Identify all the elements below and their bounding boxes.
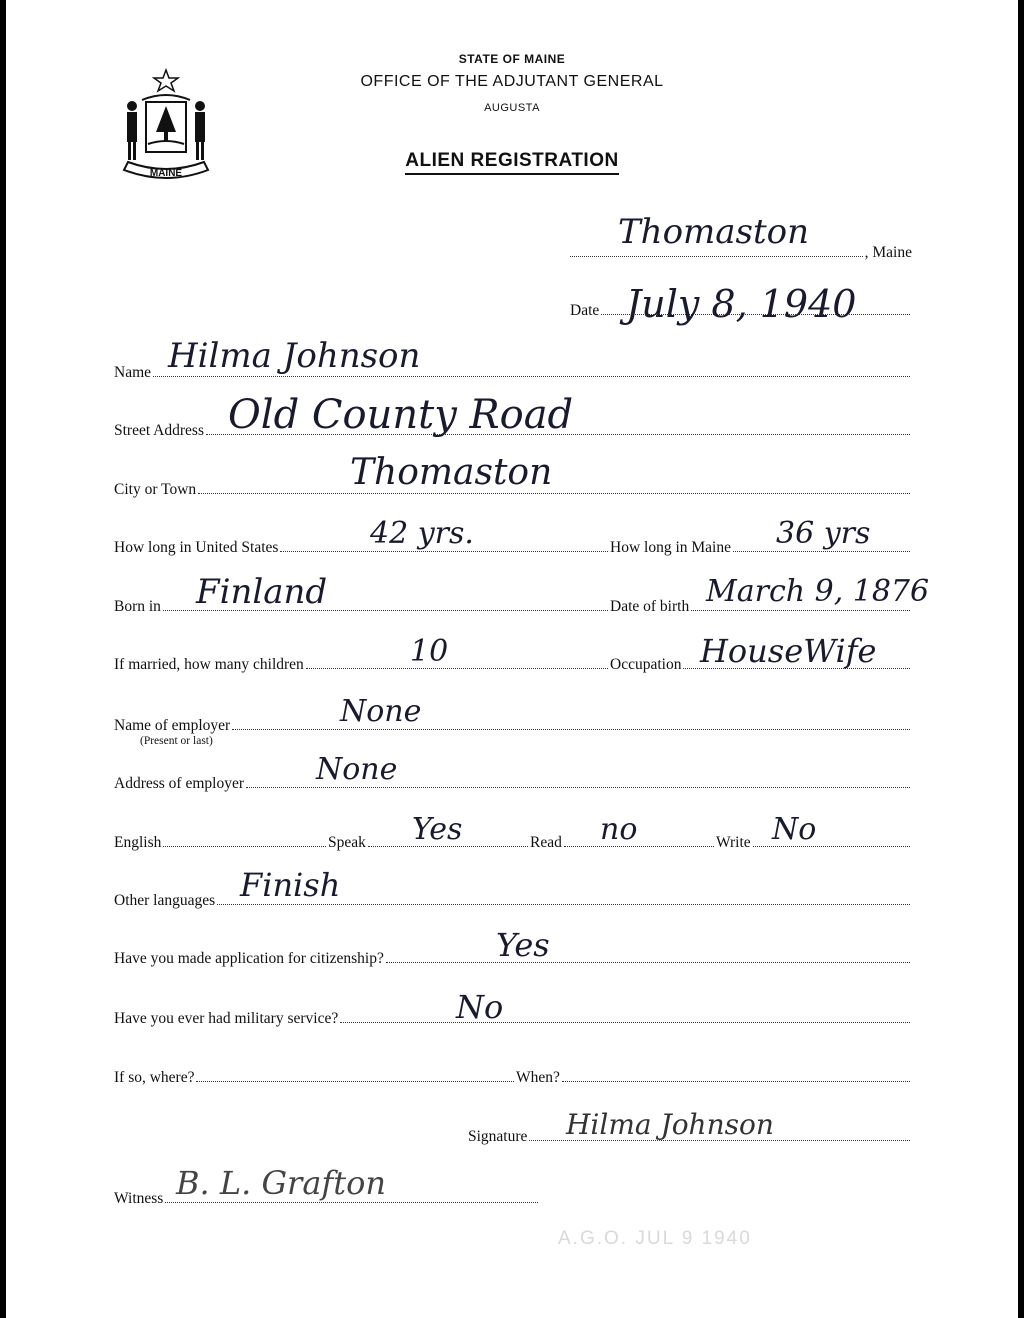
- employer-value: None: [340, 694, 422, 729]
- maine-duration-value: 36 yrs: [776, 516, 871, 551]
- date-value: July 8, 1940: [626, 282, 857, 326]
- maine-duration-label: How long in Maine: [610, 539, 731, 556]
- english-label-line: [114, 834, 326, 852]
- witness-value: B. L. Grafton: [176, 1164, 386, 1202]
- citizenship-value: Yes: [496, 926, 550, 964]
- scan-edge-right: [1018, 0, 1024, 1318]
- us-duration-value: 42 yrs.: [370, 516, 474, 551]
- speak-value: Yes: [412, 812, 463, 847]
- birthplace-label: Born in: [114, 598, 161, 615]
- date-label: Date: [570, 302, 600, 319]
- read-label: Read: [530, 834, 562, 851]
- form-title: ALIEN REGISTRATION: [0, 150, 1024, 172]
- header-state: STATE OF MAINE: [458, 52, 566, 66]
- us-duration-line: [114, 539, 608, 557]
- town-value: Thomaston: [618, 212, 810, 252]
- signature-label: Signature: [468, 1128, 528, 1145]
- children-label: If married, how many children: [114, 656, 304, 673]
- received-stamp: A.G.O. JUL 9 1940: [558, 1228, 752, 1249]
- other-languages-label: Other languages: [114, 892, 216, 909]
- speak-label: Speak: [328, 834, 366, 851]
- name-label: Name: [114, 364, 152, 381]
- name-value: Hilma Johnson: [168, 336, 421, 376]
- employer-address-line: [114, 775, 910, 793]
- city-label: City or Town: [114, 481, 197, 498]
- write-value: No: [772, 812, 817, 847]
- maine-label: , Maine: [864, 244, 912, 261]
- employer-line: [114, 717, 910, 735]
- read-value: no: [600, 812, 638, 847]
- witness-label: Witness: [114, 1190, 164, 1207]
- other-languages-value: Finish: [240, 866, 341, 904]
- street-label: Street Address: [114, 422, 204, 439]
- where-label: If so, where?: [114, 1069, 195, 1086]
- military-line: [114, 1010, 910, 1028]
- birthplace-value: Finland: [196, 572, 328, 612]
- employer-label: Name of employer: [114, 717, 231, 734]
- write-label: Write: [716, 834, 751, 851]
- other-languages-line: [114, 892, 910, 910]
- dob-label: Date of birth: [610, 598, 690, 615]
- header-city: AUGUSTA: [484, 102, 540, 114]
- where-line: [114, 1069, 514, 1087]
- military-value: No: [456, 988, 504, 1026]
- street-value: Old County Road: [228, 392, 574, 438]
- when-label: When?: [516, 1069, 560, 1086]
- svg-text:MAINE: MAINE: [149, 168, 183, 179]
- english-label: English: [114, 834, 162, 851]
- when-line: [516, 1069, 910, 1087]
- signature-value: Hilma Johnson: [566, 1108, 774, 1141]
- occupation-label: Occupation: [610, 656, 682, 673]
- citizenship-label: Have you made application for citizenship?: [114, 950, 384, 967]
- occupation-value: HouseWife: [700, 632, 877, 670]
- children-line: [114, 656, 608, 674]
- header-office: OFFICE OF THE ADJUTANT GENERAL: [360, 73, 664, 90]
- birthplace-line: [114, 598, 608, 616]
- children-value: 10: [410, 634, 449, 669]
- scan-edge-left: [0, 0, 6, 1318]
- employer-note: (Present or last): [140, 735, 213, 747]
- us-duration-label: How long in United States: [114, 539, 279, 556]
- dob-value: March 9, 1876: [706, 574, 930, 609]
- military-label: Have you ever had military service?: [114, 1010, 339, 1027]
- employer-address-label: Address of employer: [114, 775, 244, 792]
- employer-address-value: None: [316, 752, 398, 787]
- city-value: Thomaston: [350, 452, 553, 493]
